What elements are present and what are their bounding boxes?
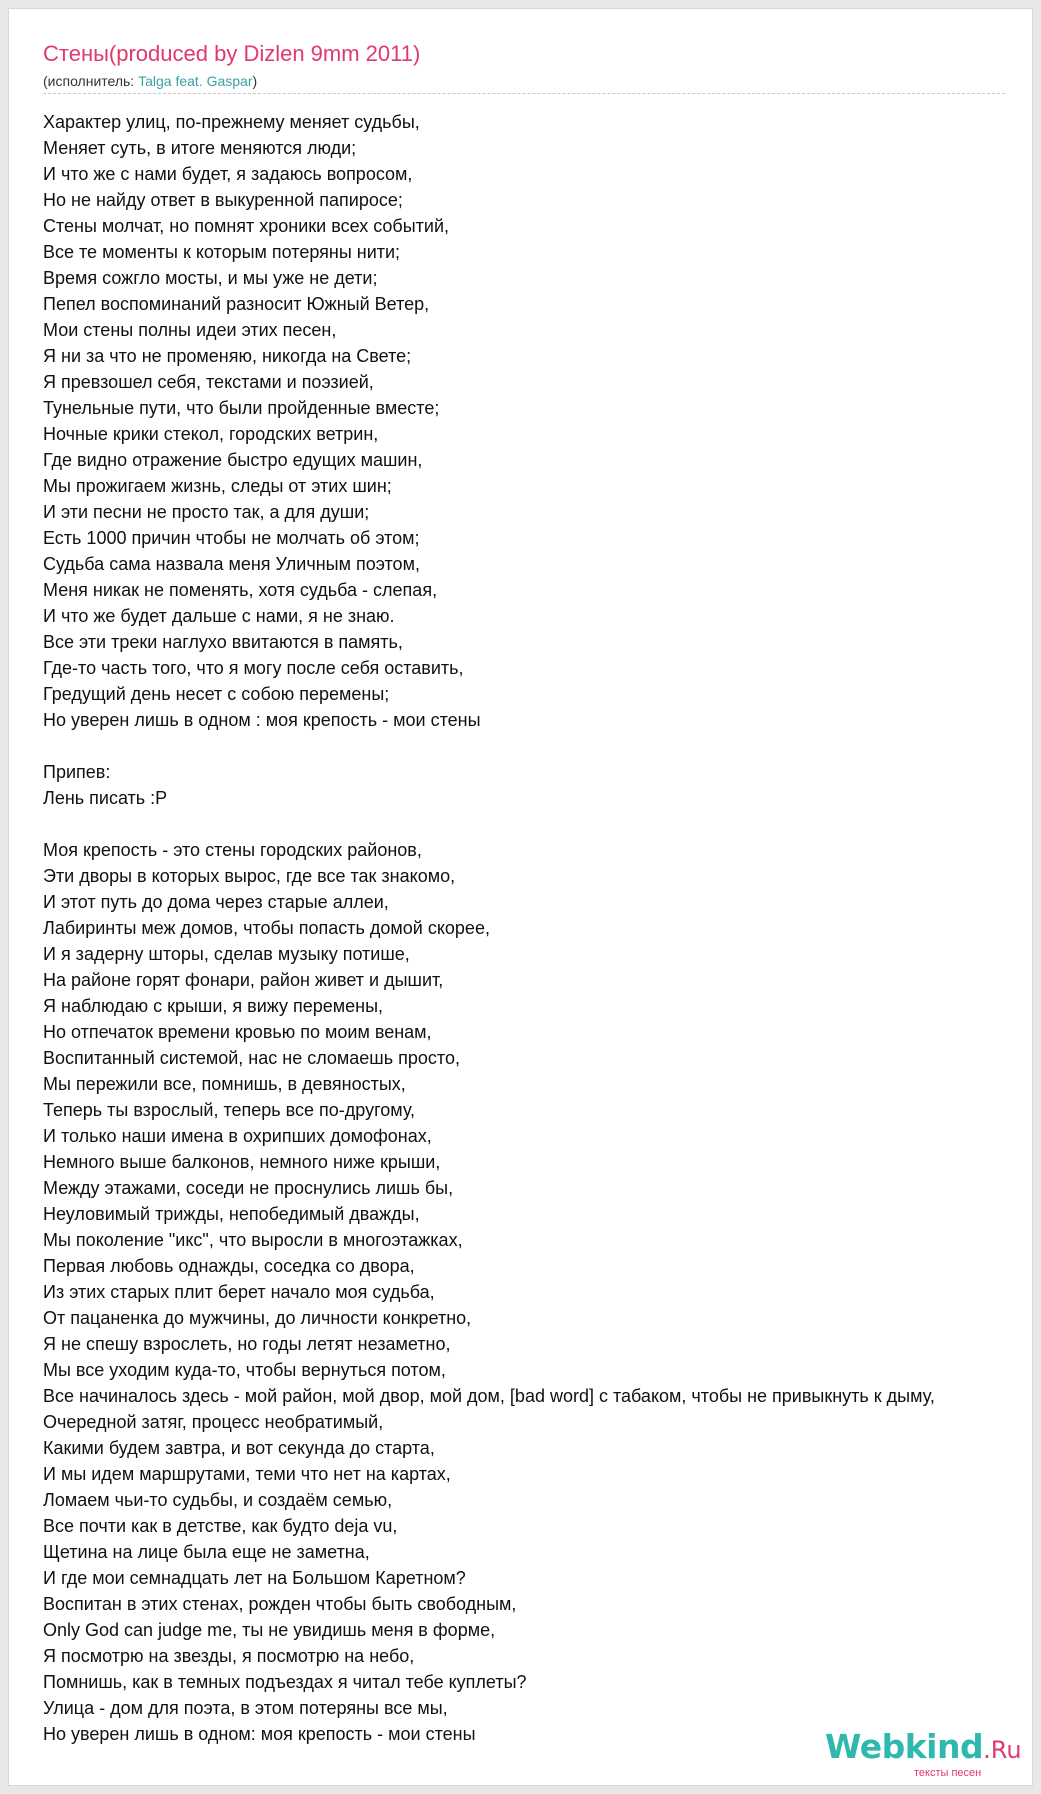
lyric-line: Стены молчат, но помнят хроники всех событий, [43,216,450,236]
lyric-line: Все почти как в детстве, как будто deja vu, [43,1516,398,1536]
artist-line [43,73,257,89]
lyric-line: Я превзошел себя, текстами и поэзией, [43,372,374,392]
lyric-line: Есть 1000 причин чтобы не молчать об этом; [43,528,420,548]
logo-wordmark: Webkind [825,1727,984,1766]
lyric-line: Какими будем завтра, и вот секунда до старта, [43,1438,435,1458]
title-divider [43,93,1005,94]
lyric-line: И этот путь до дома через старые аллеи, [43,892,389,912]
site-logo[interactable] [825,1727,1022,1779]
lyric-line: Характер улиц, по-прежнему меняет судьбы, [43,112,420,132]
lyric-line: Мои стены полны идеи этих песен, [43,320,337,340]
lyric-line: Пепел воспоминаний разносит Южный Ветер, [43,294,430,314]
lyric-line: Ночные крики стекол, городских ветрин, [43,424,379,444]
lyric-line: Первая любовь однажды, соседка со двора, [43,1256,415,1276]
lyric-line: Судьба сама назвала меня Уличным поэтом, [43,554,420,574]
lyric-line: Ломаем чьи-то судьбы, и создаём семью, [43,1490,393,1510]
lyric-line: И где мои семнадцать лет на Большом Каретном? [43,1568,466,1588]
logo-tagline: тексты песен [914,1767,982,1779]
lyric-line: Воспитан в этих стенах, рожден чтобы быть свободным, [43,1594,517,1614]
stanza-break [43,733,1033,759]
artist-prefix: (исполнитель: [43,73,139,89]
lyric-line: Я не спешу взрослеть, но годы летят незаметно, [43,1334,451,1354]
lyric-line: Немного выше балконов, немного ниже крыши, [43,1152,441,1172]
lyric-line: Меняет суть, в итоге меняются люди; [43,138,357,158]
lyric-line: Моя крепость - это стены городских районов, [43,840,422,860]
lyric-line: И эти песни не просто так, а для души; [43,502,370,522]
lyric-line: Я посмотрю на звезды, я посмотрю на небо, [43,1646,415,1666]
stanza-break [43,811,1033,837]
lyric-line: И что же с нами будет, я задаюсь вопросом, [43,164,413,184]
lyrics-text [43,109,1033,1747]
lyric-line: Гредущий день несет с собою перемены; [43,684,390,704]
artist-link[interactable]: Talga feat. Gaspar [138,73,253,89]
lyric-line: И что же будет дальше с нами, я не знаю. [43,606,395,626]
lyric-line: Все эти треки наглухо ввитаются в память, [43,632,403,652]
lyric-line: Мы поколение "икс", что выросли в многоэтажках, [43,1230,463,1250]
song-title: Стены(produced by Dizlen 9mm 2011) [43,41,421,66]
lyric-line: Меня никак не поменять, хотя судьба - слепая, [43,580,438,600]
lyric-line: Где видно отражение быстро едущих машин, [43,450,423,470]
lyric-line: Only God can judge me, ты не увидишь меня в форме, [43,1620,496,1640]
lyric-line: Мы прожигаем жизнь, следы от этих шин; [43,476,392,496]
lyric-line: И мы идем маршрутами, теми что нет на картах, [43,1464,451,1484]
lyric-line: Очередной затяг, процесс необратимый, [43,1412,384,1432]
lyric-line: Из этих старых плит берет начало моя судьба, [43,1282,435,1302]
lyric-line: Но не найду ответ в выкуренной папиросе; [43,190,403,210]
lyric-line: Улица - дом для поэта, в этом потеряны все мы, [43,1698,448,1718]
lyric-line: Все те моменты к которым потеряны нити; [43,242,401,262]
logo-domain: .Ru [983,1736,1022,1764]
lyric-line: И только наши имена в охрипших домофонах, [43,1126,432,1146]
lyric-line: Лабиринты меж домов, чтобы попасть домой скорее, [43,918,490,938]
lyric-line: От пацаненка до мужчины, до личности конкретно, [43,1308,472,1328]
lyric-line: Лень писать :P [43,788,168,808]
lyric-line: Мы все уходим куда-то, чтобы вернуться потом, [43,1360,446,1380]
lyric-line: Мы пережили все, помнишь, в девяностых, [43,1074,406,1094]
lyric-line: Где-то часть того, что я могу после себя оставить, [43,658,464,678]
lyric-line: Между этажами, соседи не проснулись лишь бы, [43,1178,454,1198]
artist-suffix: ) [252,73,258,89]
lyric-line: Тунельные пути, что были пройденные вместе; [43,398,440,418]
lyric-line: Но уверен лишь в одном: моя крепость - мои стены [43,1724,476,1744]
lyric-line: Я ни за что не променяю, никогда на Свете; [43,346,412,366]
lyric-line: Но уверен лишь в одном : моя крепость - мои стены [43,710,481,730]
lyric-line: Теперь ты взрослый, теперь все по-другому, [43,1100,416,1120]
lyric-line: Щетина на лице была еще не заметна, [43,1542,370,1562]
lyric-line: Эти дворы в которых вырос, где все так знакомо, [43,866,456,886]
lyric-line: Но отпечаток времени кровью по моим венам, [43,1022,432,1042]
lyric-line: Воспитанный системой, нас не сломаешь просто, [43,1048,460,1068]
lyrics-page [8,8,1033,1786]
lyric-line: Припев: [43,762,111,782]
lyric-line: На районе горят фонари, район живет и дышит, [43,970,444,990]
lyric-line: И я задерну шторы, сделав музыку потише, [43,944,410,964]
lyric-line: Неуловимый трижды, непобедимый дважды, [43,1204,420,1224]
lyric-line: Все начиналось здесь - мой район, мой двор, мой дом, [bad word] с табаком, чтобы не привыкнуть к дыму, [43,1386,935,1406]
lyric-line: Помнишь, как в темных подъездах я читал тебе куплеты? [43,1672,527,1692]
lyric-line: Я наблюдаю с крыши, я вижу перемены, [43,996,384,1016]
lyric-line: Время сожгло мосты, и мы уже не дети; [43,268,378,288]
